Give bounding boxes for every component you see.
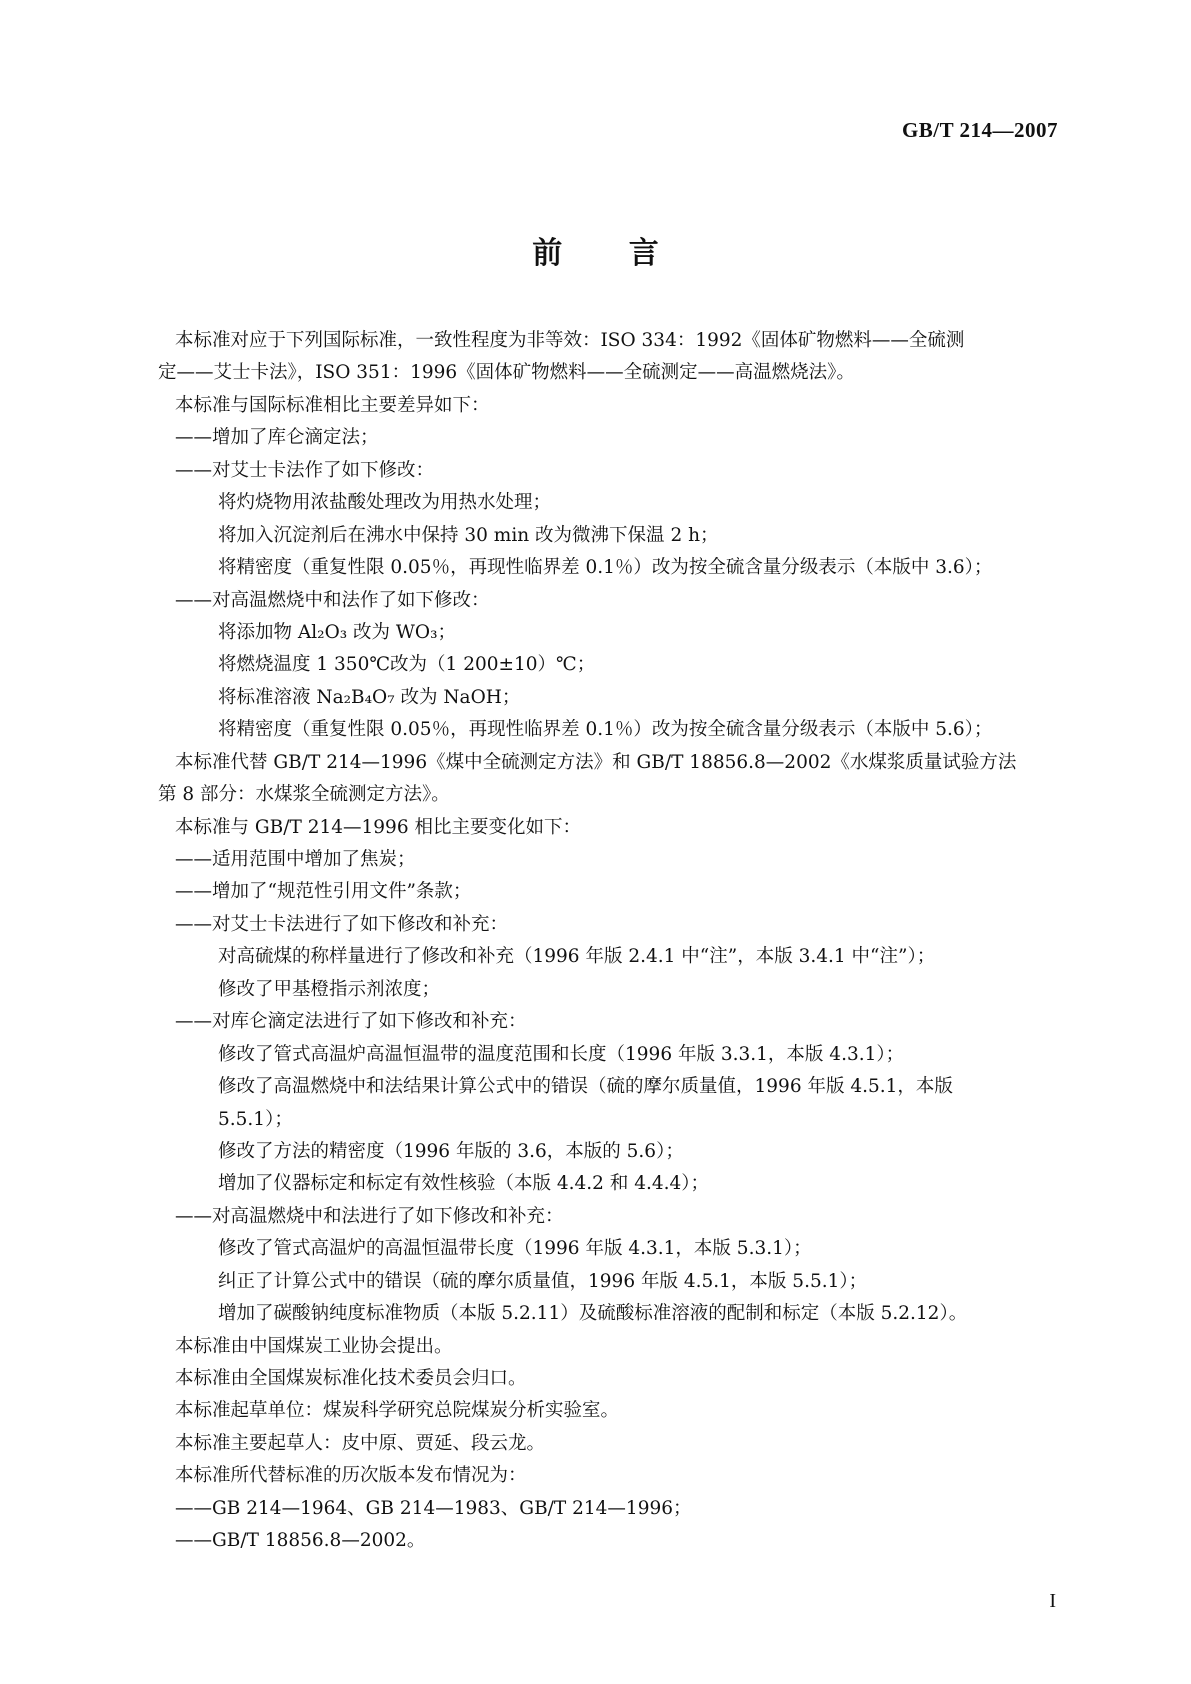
text-line: 本标准与国际标准相比主要差异如下： [175, 394, 490, 416]
text-line: 本标准由全国煤炭标准化技术委员会归口。 [175, 1368, 527, 1389]
text-line: 将添加物 Al₂O₃ 改为 WO₃； [218, 621, 457, 643]
page-number: I [1049, 1590, 1056, 1612]
standard-code: GB/T 214—2007 [901, 118, 1058, 142]
text-line: 增加了仪器标定和标定有效性核验（本版 4.4.2 和 4.4.4）； [218, 1173, 710, 1195]
text-line: 将标准溶液 Na₂B₄O₇ 改为 NaOH； [218, 686, 521, 708]
text-line: 本标准代替 GB/T 214—1996《煤中全硫测定方法》和 GB/T 18856.8—2002《水煤浆质量试验方法 [175, 751, 1017, 773]
text-line: 纠正了计算公式中的错误（硫的摩尔质量值，1996 年版 4.5.1，本版 5.5.1）； [218, 1270, 868, 1292]
text-line: 修改了高温燃烧中和法结果计算公式中的错误（硫的摩尔质量值，1996 年版 4.5.1，本版 [218, 1076, 953, 1098]
text-line: ——对高温燃烧中和法进行了如下修改和补充： [175, 1205, 564, 1227]
text-line: 本标准由中国煤炭工业协会提出。 [175, 1335, 453, 1357]
text-line: 修改了管式高温炉的高温恒温带长度（1996 年版 4.3.1，本版 5.3.1）； [218, 1238, 812, 1260]
text-line: 修改了方法的精密度（1996 年版的 3.6，本版的 5.6）； [218, 1140, 684, 1162]
text-line: 修改了管式高温炉高温恒温带的温度范围和长度（1996 年版 3.3.1，本版 4.3.1）； [218, 1043, 905, 1065]
text-line: ——对艾士卡法作了如下修改： [175, 459, 435, 481]
text-line: 本标准所代替标准的历次版本发布情况为： [175, 1465, 527, 1487]
text-line: ——GB/T 18856.8—2002。 [175, 1530, 426, 1552]
text-line: 将加入沉淀剂后在沸水中保持 30 min 改为微沸下保温 2 h； [218, 524, 719, 546]
text-line: 将精密度（重复性限 0.05％，再现性临界差 0.1％）改为按全硫含量分级表示（本版中 5.6）； [218, 719, 993, 741]
text-line: ——GB 214—1964、GB 214—1983、GB/T 214—1996； [175, 1497, 692, 1519]
text-line: 本标准与 GB/T 214—1996 相比主要变化如下： [175, 816, 581, 838]
text-line: ——对库仑滴定法进行了如下修改和补充： [175, 1011, 527, 1033]
text-line: ——对艾士卡法进行了如下修改和补充： [175, 913, 509, 935]
text-line: 5.5.1）； [218, 1108, 293, 1130]
text-line: 将精密度（重复性限 0.05％，再现性临界差 0.1％）改为按全硫含量分级表示（本版中 3.6）； [218, 557, 993, 579]
text-line: 定——艾士卡法》，ISO 351：1996《固体矿物燃料——全硫测定——高温燃烧法》。 [158, 362, 855, 384]
text-line: 修改了甲基橙指示剂浓度； [218, 978, 441, 1000]
text-line: 增加了碳酸钠纯度标准物质（本版 5.2.11）及硫酸标准溶液的配制和标定（本版 5.2.12）。 [218, 1303, 968, 1325]
text-line: ——增加了“规范性引用文件”条款； [175, 881, 472, 903]
page-title: 前 言 [532, 236, 687, 271]
text-line: 本标准对应于下列国际标准，一致性程度为非等效：ISO 334：1992《固体矿物燃料——全硫测 [175, 330, 965, 351]
text-line: 对高硫煤的称样量进行了修改和补充（1996 年版 2.4.1 中“注”，本版 3.4.1 中“注”）； [218, 946, 936, 968]
text-line: ——对高温燃烧中和法作了如下修改： [175, 589, 490, 611]
text-line: ——增加了库仑滴定法； [175, 427, 379, 449]
text-line: 将灼烧物用浓盐酸处理改为用热水处理； [218, 492, 552, 514]
text-line: 本标准主要起草人：皮中原、贾延、段云龙。 [175, 1432, 546, 1454]
text-line: ——适用范围中增加了焦炭； [175, 849, 416, 870]
foreword-body [158, 325, 1058, 1558]
text-line: 将燃烧温度 1 350℃改为（1 200±10）℃； [218, 654, 596, 676]
text-line: 本标准起草单位：煤炭科学研究总院煤炭分析实验室。 [175, 1400, 620, 1422]
text-line: 第 8 部分：水煤浆全硫测定方法》。 [158, 784, 450, 806]
